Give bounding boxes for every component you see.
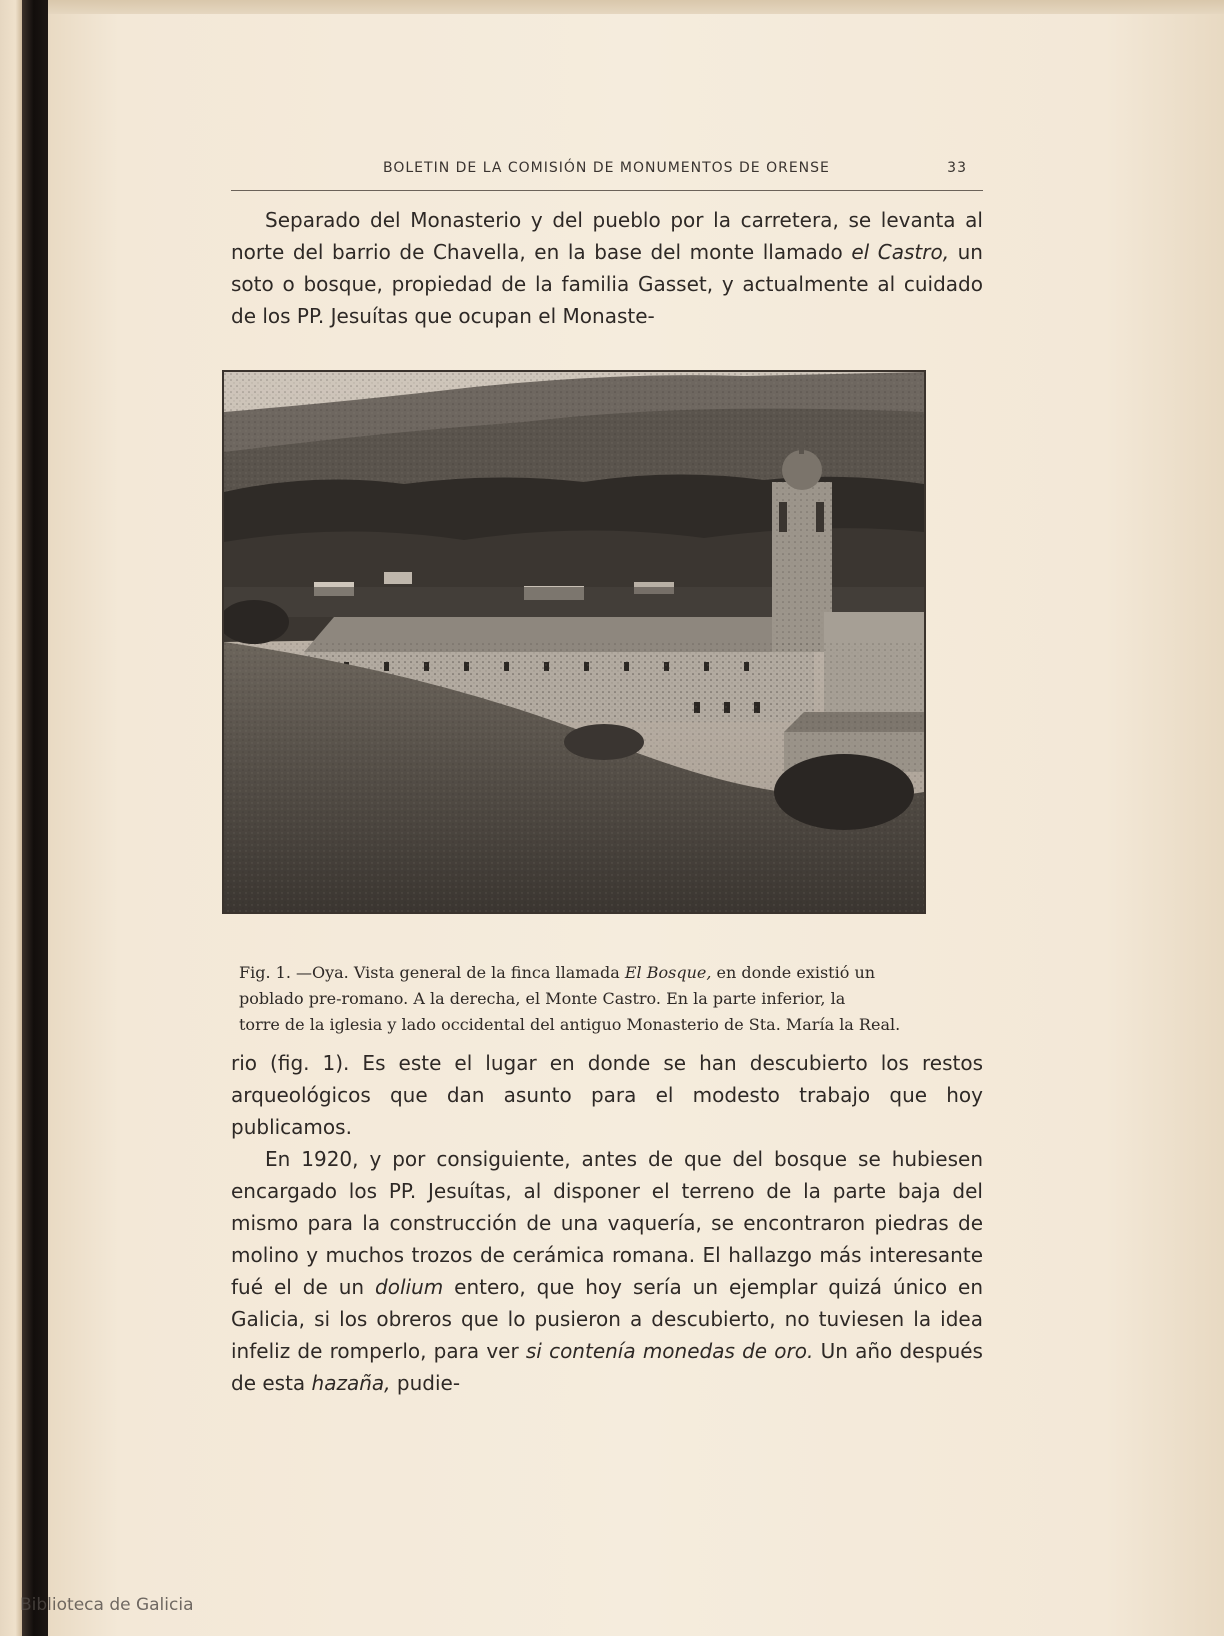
paragraph-3-italic-a: dolium [375, 1275, 444, 1299]
caption-line-3: torre de la iglesia y lado occidental del antiguo Monasterio de Sta. María la Real. [239, 1015, 901, 1034]
book-edge [0, 0, 22, 1636]
paragraph-3-italic-c: hazaña, [311, 1371, 391, 1395]
paragraph-3 [231, 1143, 983, 1399]
running-head [223, 160, 983, 184]
paragraph-3-italic-b: si contenía monedas de oro. [525, 1339, 814, 1363]
figure-photo [222, 370, 926, 914]
figure-caption [239, 960, 987, 1038]
paragraph-3-text-a: En 1920, y por consiguiente, antes de que del bosque se hubiesen encargado los PP. Jesuítas, al disponer el terreno de la parte baja del mismo para la construcción de una vaquería, se encontraron piedras de molino y muchos trozos de cerámica romana. El hallazgo más interesante fué el de un [231, 1147, 983, 1299]
paragraph-3-text-d: pudie- [390, 1371, 461, 1395]
caption-line-1-b: en donde existió un [711, 963, 876, 982]
paragraph-1-text-a: Separado del Monasterio y del pueblo por la carretera, se levanta al norte del barrio de Chavella, en la base del monte llamado [231, 208, 983, 264]
monastery-landscape-photo [224, 372, 924, 912]
paragraph-1 [231, 204, 983, 332]
caption-italic: El Bosque, [624, 963, 712, 982]
paragraph-1-italic: el Castro, [851, 240, 950, 264]
header-rule [231, 190, 983, 191]
page-number: 33 [947, 160, 967, 176]
running-title: BOLETIN DE LA COMISIÓN DE MONUMENTOS DE ORENSE [383, 160, 830, 176]
paragraph-2: rio (fig. 1). Es este el lugar en donde se han descubierto los restos arqueológicos que dan asunto para el modesto trabajo que hoy publicamos. [231, 1051, 983, 1139]
library-watermark: Biblioteca de Galicia [20, 1595, 194, 1615]
caption-line-2: poblado pre-romano. A la derecha, el Monte Castro. En la parte inferior, la [239, 989, 846, 1008]
caption-line-1-a: Fig. 1. —Oya. Vista general de la finca llamada [239, 963, 625, 982]
paragraph-3-text-b: entero, que hoy sería un ejemplar quizá único en Galicia, si los obreros que lo pusieron a descubierto, no tuviesen la idea infeliz de romperlo, para ver [231, 1275, 983, 1363]
paragraph-1-text-b: un soto o bosque, propiedad de la familia Gasset, y actualmente al cuidado de los PP. Jesuítas que ocupan el Monaste- [231, 240, 983, 328]
paragraph-3-text-c: Un año después de esta [231, 1339, 983, 1395]
document-page [48, 14, 1224, 1636]
body-text-lower [231, 1047, 983, 1399]
book-spine [22, 0, 48, 1636]
caption-line-1 [239, 960, 987, 986]
